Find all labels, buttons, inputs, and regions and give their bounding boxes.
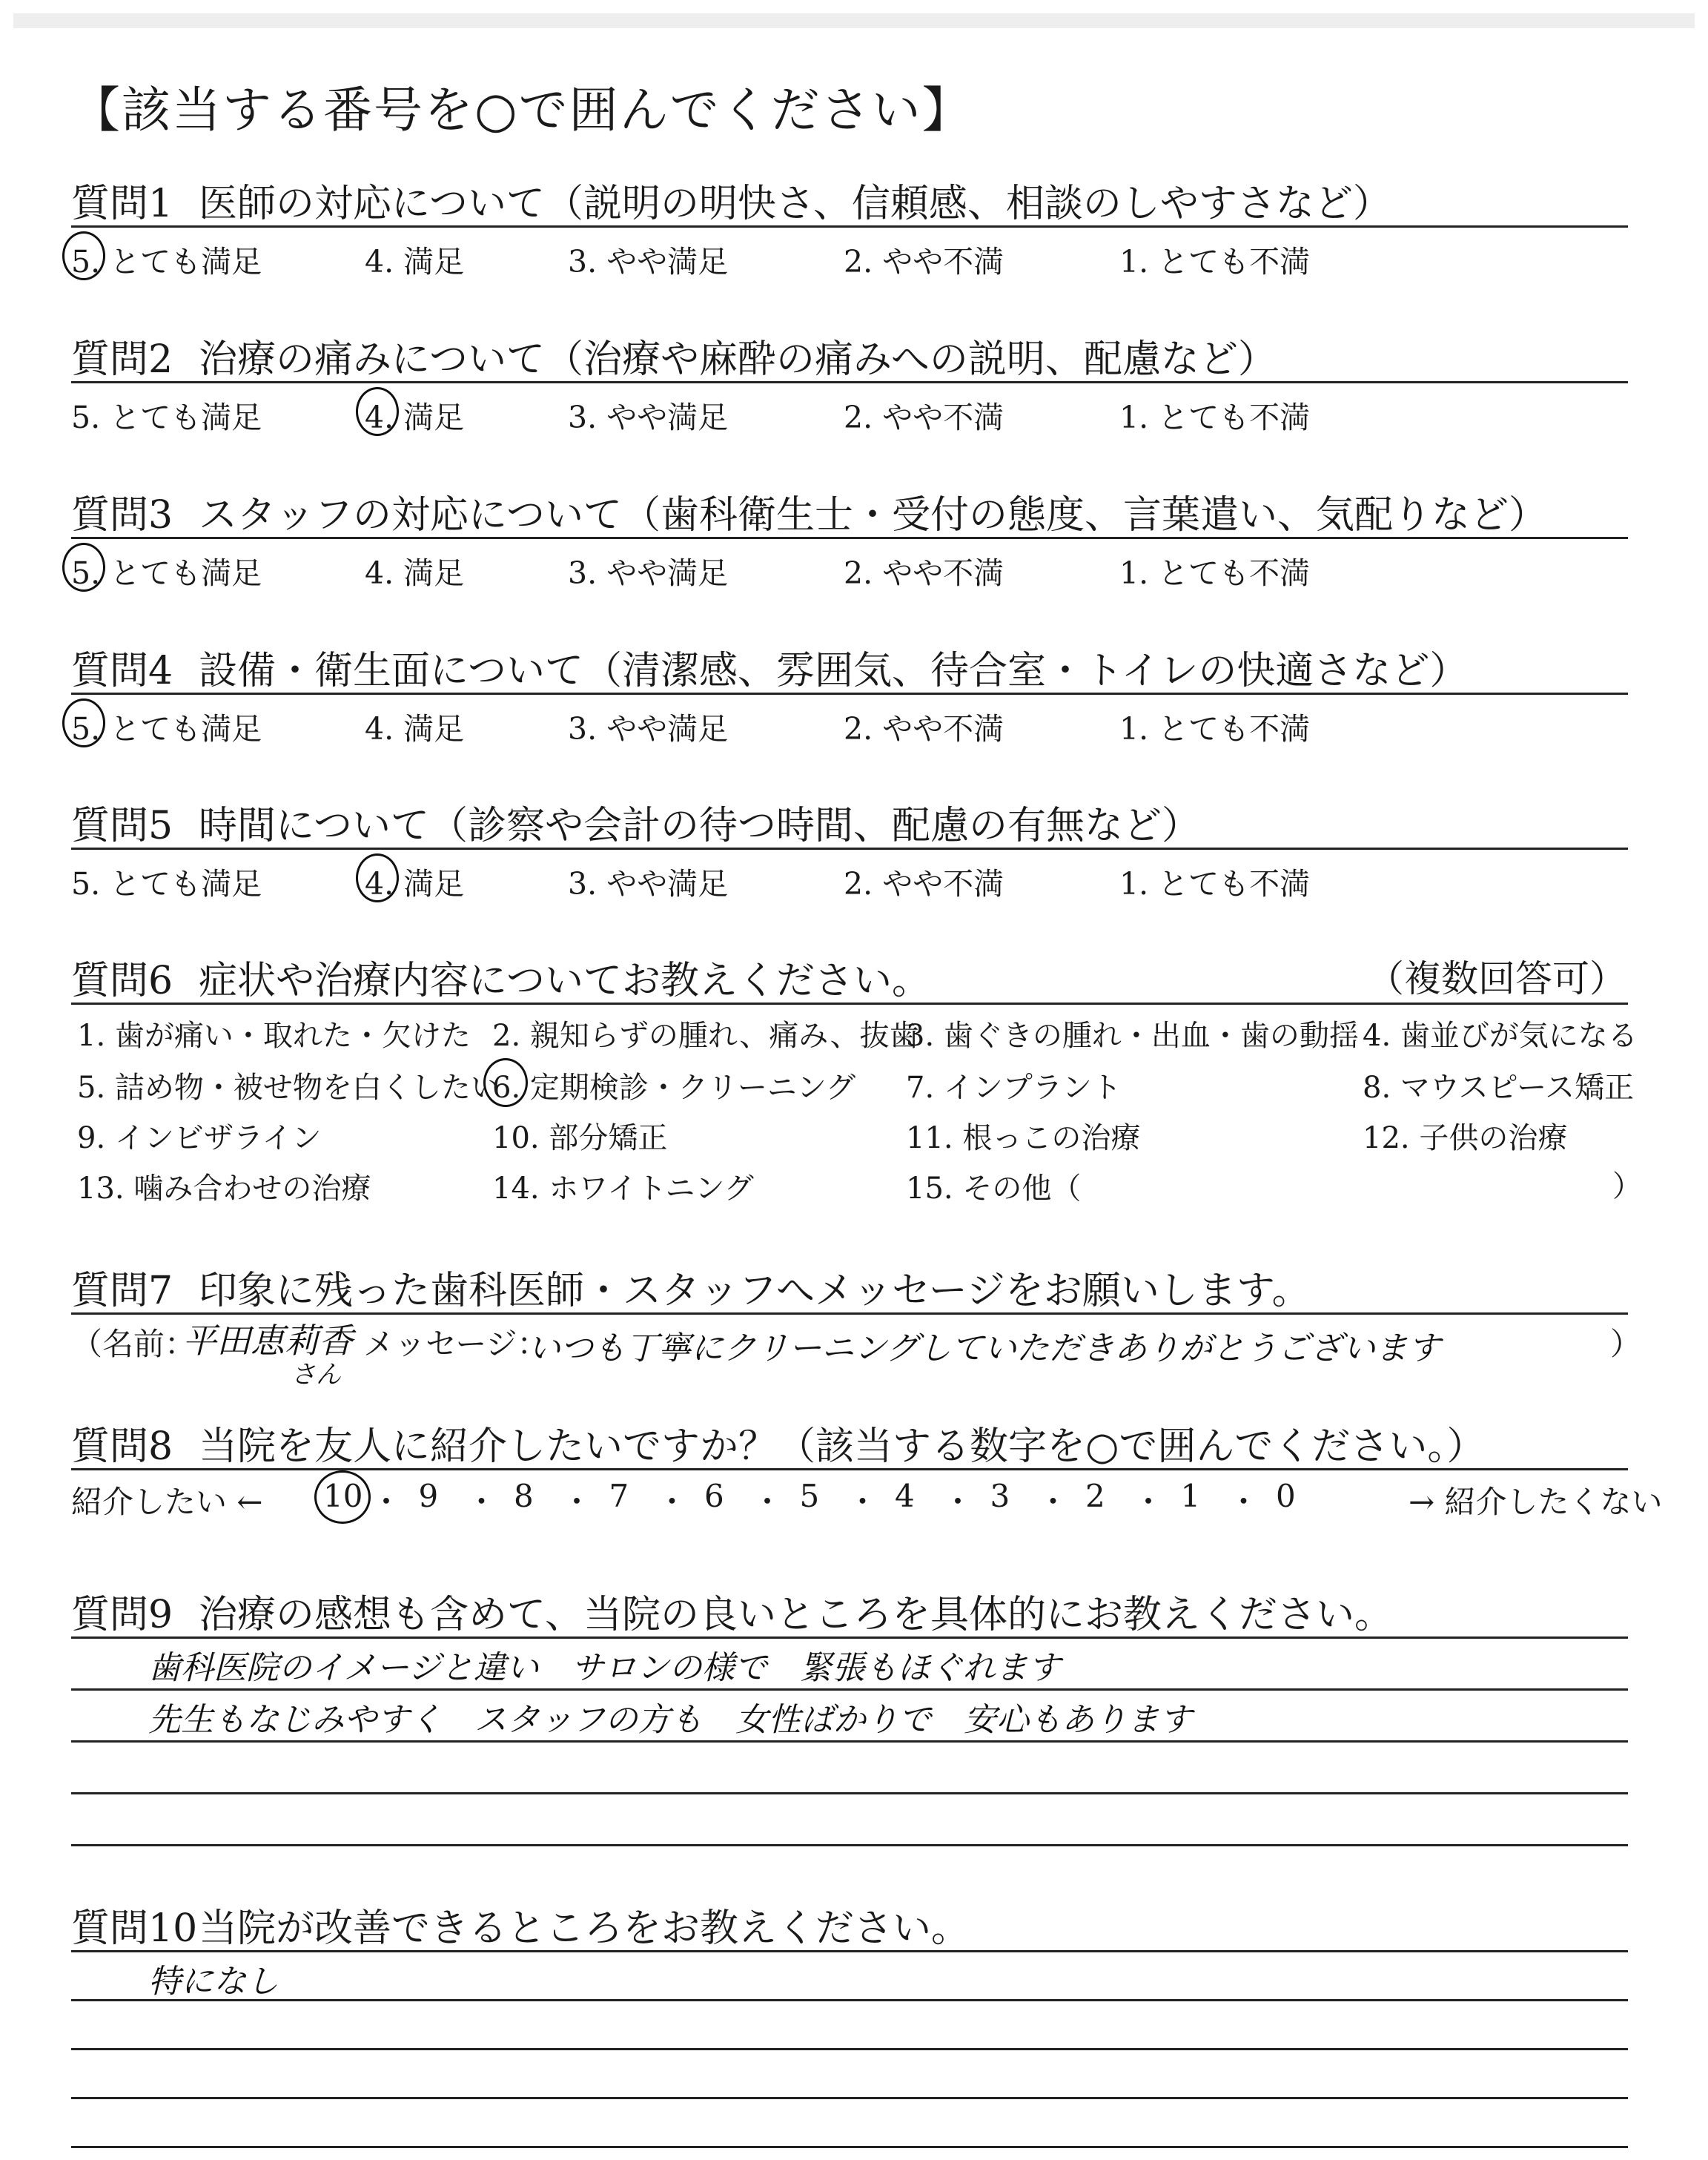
q8-value-3[interactable]: 3 xyxy=(990,1478,1010,1514)
q3-rule xyxy=(71,537,1628,539)
q10-answer-rule xyxy=(71,2097,1628,2099)
scan-top-band xyxy=(13,13,1695,28)
q6-option-7[interactable]: 7. インプラント xyxy=(906,1071,1122,1105)
q1-option-1[interactable]: 1. とても不満 xyxy=(1119,244,1311,280)
q8-separator: ・ xyxy=(942,1484,974,1520)
q2-selection-circle xyxy=(356,387,399,436)
q9-number: 質問9 xyxy=(71,1593,173,1637)
q9-answer-text[interactable]: 歯科医院のイメージと違い サロンの様で 緊張もほぐれます xyxy=(148,1649,1061,1687)
q6-option-13[interactable]: 13. 噛み合わせの治療 xyxy=(77,1172,371,1206)
q4-option-1[interactable]: 1. とても不満 xyxy=(1119,711,1311,747)
q9-text: 治療の感想も含めて、当院の良いところを具体的にお教えください。 xyxy=(199,1593,1393,1637)
q8-separator: ・ xyxy=(656,1484,688,1520)
q2-option-4[interactable]: 4. 満足 xyxy=(365,400,465,435)
q2-rule xyxy=(71,381,1628,383)
q4-options xyxy=(71,704,1628,747)
q6-option-15[interactable]: 15. その他（ xyxy=(906,1172,1082,1206)
q10-number: 質問10 xyxy=(71,1906,198,1951)
q6-option-3[interactable]: 3. 歯ぐきの腫れ・出血・歯の動揺 xyxy=(906,1019,1359,1053)
q6-multi-note: （複数回答可） xyxy=(1367,957,1626,1000)
q8-value-6[interactable]: 6 xyxy=(704,1478,724,1514)
q5-option-2[interactable]: 2. やや不満 xyxy=(844,866,1004,902)
q8-separator: ・ xyxy=(371,1484,403,1520)
q7-number: 質問7 xyxy=(71,1269,173,1313)
q8-separator: ・ xyxy=(1037,1484,1069,1520)
q7-name-value[interactable]: 平田恵莉香 xyxy=(182,1321,353,1361)
q8-rule xyxy=(71,1468,1628,1470)
q6-option-14[interactable]: 14. ホワイトニング xyxy=(492,1172,754,1206)
q8-value-10[interactable]: 10 xyxy=(323,1478,363,1514)
q1-option-4[interactable]: 4. 満足 xyxy=(365,244,465,280)
q5-rule xyxy=(71,848,1628,850)
q4-option-4[interactable]: 4. 満足 xyxy=(365,711,465,747)
q2-option-3[interactable]: 3. やや満足 xyxy=(568,400,729,435)
q1-option-3[interactable]: 3. やや満足 xyxy=(568,244,729,280)
q8-separator: ・ xyxy=(466,1484,497,1520)
q3-text: スタッフの対応について（歯科衛生士・受付の態度、言葉遣い、気配りなど） xyxy=(199,493,1547,538)
q3-option-4[interactable]: 4. 満足 xyxy=(365,555,465,591)
q2-option-1[interactable]: 1. とても不満 xyxy=(1119,400,1311,435)
q4-heading xyxy=(71,639,1468,695)
q10-answer-rule xyxy=(71,1950,1628,1952)
q10-answer-rule xyxy=(71,2146,1628,2148)
q8-separator: ・ xyxy=(1228,1484,1260,1520)
q8-separator: ・ xyxy=(561,1484,593,1520)
q8-separator: ・ xyxy=(847,1484,878,1520)
q10-answer-rule xyxy=(71,1999,1628,2001)
q6-option-5[interactable]: 5. 詰め物・被せ物を白くしたい xyxy=(77,1071,500,1105)
q6-rule xyxy=(71,1003,1628,1005)
q1-rule xyxy=(71,225,1628,228)
q3-option-3[interactable]: 3. やや満足 xyxy=(568,555,729,591)
q6-number: 質問6 xyxy=(71,959,173,1003)
q1-text: 医師の対応について（説明の明快さ、信頼感、相談のしやすさなど） xyxy=(199,182,1391,226)
q6-option-12[interactable]: 12. 子供の治療 xyxy=(1363,1121,1568,1155)
q8-value-7[interactable]: 7 xyxy=(609,1478,629,1514)
q8-number: 質問8 xyxy=(71,1424,173,1469)
q8-text: 当院を友人に紹介したいですか？（該当する数字を○で囲んでください。） xyxy=(199,1424,1486,1469)
q2-option-2[interactable]: 2. やや不満 xyxy=(844,400,1004,435)
q6-option-2[interactable]: 2. 親知らずの腫れ、痛み、抜歯 xyxy=(492,1019,919,1053)
q4-selection-circle xyxy=(62,698,105,747)
q1-selection-circle xyxy=(62,231,105,280)
q4-text: 設備・衛生面について（清潔感、雰囲気、待合室・トイレの快適さなど） xyxy=(199,649,1469,693)
q6-option-10[interactable]: 10. 部分矯正 xyxy=(492,1121,668,1155)
q9-answer-rule xyxy=(71,1688,1628,1691)
q2-options xyxy=(71,393,1628,433)
q6-selection-circle xyxy=(483,1058,528,1107)
q6-option-9[interactable]: 9. インビザライン xyxy=(77,1121,322,1155)
q3-heading xyxy=(71,483,1547,539)
q2-heading xyxy=(71,328,1277,383)
q9-answer-text[interactable]: 先生もなじみやすく スタッフの方も 女性ばかりで 安心もあります xyxy=(148,1701,1192,1739)
q9-answer-rule xyxy=(71,1636,1628,1639)
q6-other-close: ） xyxy=(1612,1169,1642,1203)
q8-value-1[interactable]: 1 xyxy=(1180,1478,1201,1514)
q7-text: 印象に残った歯科医師・スタッフへメッセージをお願いします。 xyxy=(199,1269,1311,1313)
q10-answer-text[interactable]: 特になし xyxy=(148,1963,279,2001)
q9-answer-rule xyxy=(71,1792,1628,1794)
q10-heading xyxy=(71,1897,970,1952)
q3-options xyxy=(71,549,1628,589)
q6-option-4[interactable]: 4. 歯並びが気になる xyxy=(1363,1019,1638,1053)
q1-heading xyxy=(71,172,1391,228)
q9-heading xyxy=(71,1583,1393,1639)
q5-options xyxy=(71,859,1628,902)
q6-heading xyxy=(71,949,930,1005)
q4-option-3[interactable]: 3. やや満足 xyxy=(568,711,729,747)
q3-option-5[interactable]: 5. とても満足 xyxy=(71,555,262,591)
q1-option-5[interactable]: 5. とても満足 xyxy=(71,244,262,280)
q8-value-0[interactable]: 0 xyxy=(1276,1478,1296,1514)
q1-options xyxy=(71,237,1628,280)
q9-answer-rule xyxy=(71,1844,1628,1846)
q8-separator: ・ xyxy=(752,1484,784,1520)
q4-option-2[interactable]: 2. やや不満 xyxy=(844,711,1004,747)
q9-answer-rule xyxy=(71,1740,1628,1743)
q8-value-4[interactable]: 4 xyxy=(895,1478,915,1514)
page-title: 【該当する番号を○で囲んでください】 xyxy=(71,82,973,139)
q5-option-5[interactable]: 5. とても満足 xyxy=(71,866,262,902)
q8-heading xyxy=(71,1415,1485,1470)
q7-message-value[interactable]: いつも丁寧にクリーニングしていただきありがとうございます xyxy=(528,1330,1441,1367)
q2-number: 質問2 xyxy=(71,337,173,382)
q5-option-4[interactable]: 4. 満足 xyxy=(365,866,465,902)
q8-right-label: → 紹介したくない xyxy=(1409,1484,1663,1520)
q8-value-8[interactable]: 8 xyxy=(514,1478,534,1514)
q1-option-2[interactable]: 2. やや不満 xyxy=(844,244,1004,280)
q5-option-1[interactable]: 1. とても不満 xyxy=(1119,866,1311,902)
q6-option-8[interactable]: 8. マウスピース矯正 xyxy=(1363,1071,1635,1105)
q8-selection-circle xyxy=(314,1470,371,1524)
q3-selection-circle xyxy=(62,543,105,592)
q5-heading xyxy=(71,794,1200,850)
q8-separator: ・ xyxy=(1133,1484,1165,1520)
q2-option-5[interactable]: 5. とても満足 xyxy=(71,400,262,435)
q4-option-5[interactable]: 5. とても満足 xyxy=(71,711,262,747)
q5-number: 質問5 xyxy=(71,804,173,848)
q8-left-label: 紹介したい ← xyxy=(71,1484,263,1520)
q5-selection-circle xyxy=(356,853,399,902)
q3-option-1[interactable]: 1. とても不満 xyxy=(1119,555,1311,591)
q7-name-label: （名前： xyxy=(71,1326,196,1362)
q1-number: 質問1 xyxy=(71,182,173,226)
q7-name-suffix: さん xyxy=(291,1360,341,1390)
q8-value-5[interactable]: 5 xyxy=(799,1478,820,1514)
q6-text: 症状や治療内容についてお教えください。 xyxy=(199,959,930,1003)
q5-option-3[interactable]: 3. やや満足 xyxy=(568,866,729,902)
q6-option-11[interactable]: 11. 根っこの治療 xyxy=(906,1121,1141,1155)
q4-number: 質問4 xyxy=(71,649,173,693)
q8-value-9[interactable]: 9 xyxy=(418,1478,439,1514)
q2-text: 治療の痛みについて（治療や麻酔の痛みへの説明、配慮など） xyxy=(199,337,1277,382)
q3-option-2[interactable]: 2. やや不満 xyxy=(844,555,1004,591)
q4-rule xyxy=(71,693,1628,695)
q7-close: ） xyxy=(1610,1326,1642,1362)
q5-text: 時間について（診察や会計の待つ時間、配慮の有無など） xyxy=(199,804,1200,848)
q10-answer-rule xyxy=(71,2048,1628,2050)
q7-message-label: メッセージ： xyxy=(363,1326,549,1362)
q6-option-1[interactable]: 1. 歯が痛い・取れた・欠けた xyxy=(77,1019,471,1053)
q10-text: 当院が改善できるところをお教えください。 xyxy=(199,1906,970,1951)
q8-value-2[interactable]: 2 xyxy=(1085,1478,1105,1514)
q6-option-6[interactable]: 6. 定期検診・クリーニング xyxy=(492,1071,856,1105)
q8-scale xyxy=(71,1478,1663,1522)
q3-number: 質問3 xyxy=(71,493,173,538)
q7-heading xyxy=(71,1259,1311,1315)
